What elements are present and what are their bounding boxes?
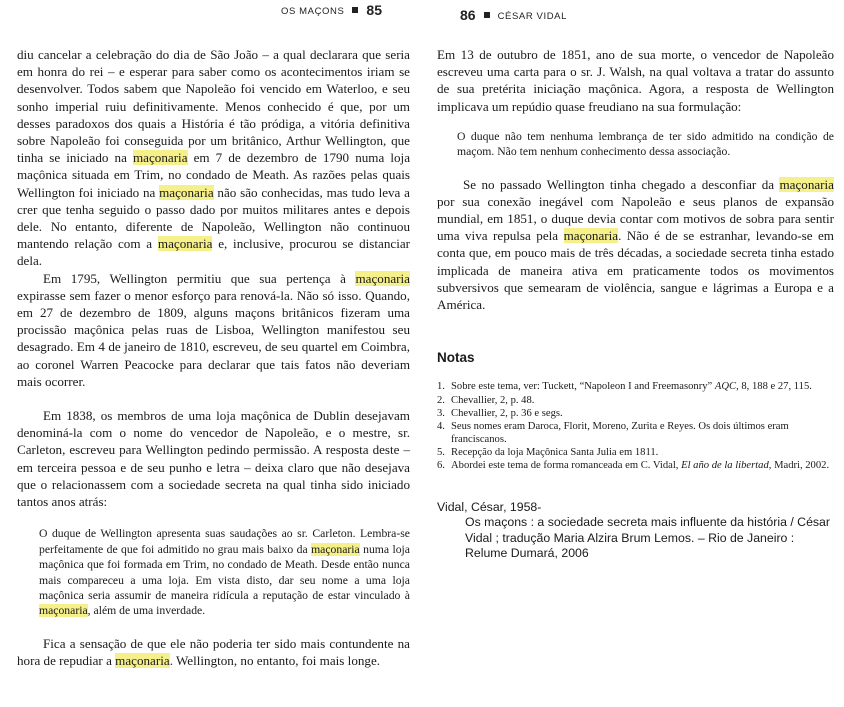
paragraph: Fica a sensação de que ele não poderia ter sido mais contundente na hora de repudiar a maçonaria. Wellington, no entanto, foi mais longe.: [17, 635, 410, 668]
highlight: maçonaria: [159, 184, 214, 200]
highlight: maçonaria: [132, 150, 188, 166]
highlight: maçonaria: [355, 270, 410, 286]
right-page: [428, 0, 844, 707]
paragraph: diu cancelar a celebração do dia de São João – a qual declarara que seria em honra do rei – e esperar para saber como os acontecimentos iriam se desenvolver. Todos sabem que Napoleão foi vencido em Waterloo, e seu sonho imperial ruiu definitivamente. Menos conhecido é que, por um desses paradoxos dos quais a História é tão pródiga, a vitória definitiva sobre Napoleão foi conseguida por um britânico, Arthur Wellington, que tinha se iniciado na maçonaria em 7 de dezembro de 1790 numa loja maçônica situada em Trim, no condado de Meath. As razões pelas quais Wellington foi iniciado na maçonaria não são conhecidas, mas tudo leva a crer que tenha seguido o passo dado por muitos militares antes e depois dele. No entanto, diferente de Napoleão, Wellington não continuou mantendo relação com a maçonaria e, inclusive, procurou se distanciar dela.: [17, 47, 411, 269]
notes-heading: Notas: [437, 350, 475, 366]
right-page-header: [460, 7, 567, 23]
paragraph: Se no passado Wellington tinha chegado a desconfiar da maçonaria por sua conexão inegável com Napoleão e seus planos de expansão mundial, em 1851, o duque devia contar com motivos de sobra para sentir uma viva repulsa pela maçonaria. Não é de se estranhar, levando-se em conta que, em pouco mais de três décadas, a sociedade secreta tinha estado implicada de maneira ativa em praticamente todos os movimentos subversivos que semearam de violência, sangue e lágrimas a Europa e a América.: [437, 176, 834, 313]
notes-list: [437, 380, 834, 472]
block-quote: O duque de Wellington apresenta suas saudações ao sr. Carleton. Lembra-se perfeitamente de que foi admitido no grau mais baixo da maçonaria numa loja maçônica que foi formada em Trim, no condado de Meath. Desde então nunca mais compareceu a uma loja. Em vista disto, dar seu nome a uma loja maçônica seria assumir de maneira ridícula a reputação de estar vinculado à maçonaria, além de uma inverdade.: [39, 527, 410, 618]
catalog-record: [437, 500, 834, 561]
highlight: maçonaria: [563, 228, 619, 244]
right-header-title: CÉSAR VIDAL: [497, 11, 568, 22]
note-item: 5. Recepção da loja Maçônica Santa Julia em 1811.: [437, 446, 659, 458]
left-header-title: OS MAÇONS: [280, 6, 345, 17]
square-bullet-icon: [352, 7, 358, 13]
highlight: maçonaria: [39, 604, 88, 618]
note-item: 6. Abordei este tema de forma romanceada em C. Vidal, El año de la libertad, Madri, 2002.: [437, 460, 830, 472]
note-item: 3. Chevallier, 2, p. 36 e segs.: [437, 407, 563, 419]
highlight: maçonaria: [157, 236, 213, 252]
highlight: maçonaria: [311, 542, 360, 556]
catalog-author: Vidal, César, 1958-: [437, 500, 542, 515]
right-page-number: 86: [460, 7, 476, 23]
block-quote: O duque não tem nenhuma lembrança de ter sido admitido na condição de maçom. Não tem nenhum conhecimento dessa associação.: [457, 129, 834, 159]
left-page: [0, 0, 420, 707]
left-page-body: [17, 46, 410, 669]
right-page-body: [437, 46, 834, 561]
paragraph: Em 1795, Wellington permitiu que sua pertença à maçonaria expirasse sem fazer o menor esforço para renová-la. Não só isso. Quando, em 27 de dezembro de 1809, alguns maçons britânicos fizeram uma procissão maçônica pelas ruas de Lisboa, Wellington manifestou seu desagrado. Em 4 de janeiro de 1810, escreveu, de seu quartel em Coimbra, ao coronel Warren Peacocke para declarar que tais fatos não deveriam mais ocorrer.: [17, 270, 410, 389]
highlight: maçonaria: [779, 176, 834, 192]
paragraph: Em 1838, os membros de uma loja maçônica de Dublin desejavam denominá-la com o nome do vencedor de Napoleão, e o mestre, sr. Carleton, escreveu para Wellington pedindo permissão. A resposta deste – em terceira pessoa e de seu punho e letra – deixa claro que não desejava que o relacionassem com a sociedade secreta na qual tinha sido iniciado tantos anos atrás:: [17, 408, 410, 510]
catalog-title: Os maçons : a sociedade secreta mais influente da história / César Vidal ; tradução Maria Alzira Brum Lemos. – Rio de Janeiro : Relume Dumará, 2006: [465, 515, 830, 560]
highlight: maçonaria: [115, 652, 170, 668]
left-page-number: 85: [366, 2, 382, 18]
note-item: 1. Sobre este tema, ver: Tuckett, “Napoleon I and Freemasonry” AQC, 8, 188 e 27, 115.: [437, 381, 812, 393]
left-page-header: [281, 2, 382, 18]
note-item: 2. Chevallier, 2, p. 48.: [437, 394, 535, 406]
note-item: 4. Seus nomes eram Daroca, Florit, Moreno, Zurita e Reyes. Os dois últimos eram franciscanos.: [437, 420, 789, 445]
paragraph: Em 13 de outubro de 1851, ano de sua morte, o vencedor de Napoleão escreveu uma carta para o sr. J. Walsh, na qual voltava a tratar do assunto de sua pretérita iniciação maçônica. Agora, a resposta de Wellington implicava um repúdio quase freudiano na sua formulação:: [437, 47, 834, 114]
square-bullet-icon: [484, 12, 490, 18]
